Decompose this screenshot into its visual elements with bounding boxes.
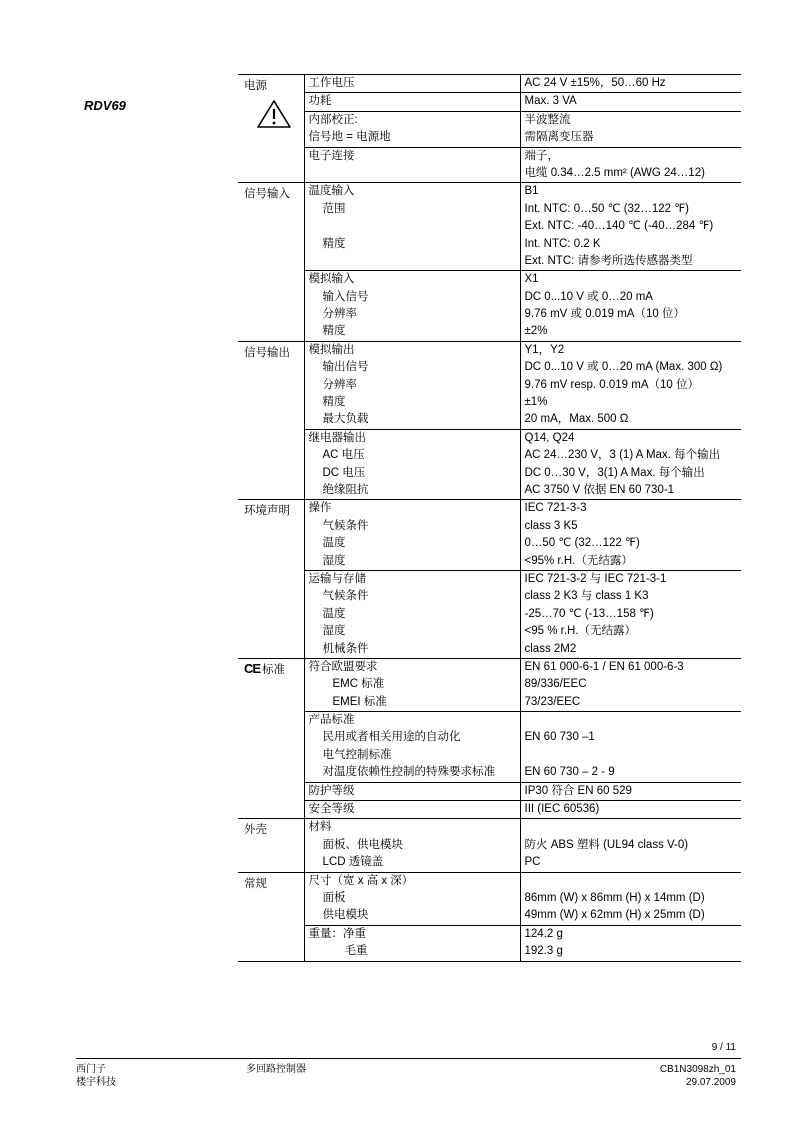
spec-row (238, 111, 741, 147)
spec-value: 86mm (W) x 86mm (H) x 14mm (D) (524, 891, 705, 904)
spec-label: 信号地 = 电源地 (308, 131, 391, 144)
spec-label-cell (304, 872, 520, 925)
spec-value-cell (520, 500, 741, 571)
section-category (238, 819, 304, 872)
spec-section (238, 75, 741, 183)
spec-label: 输入信号 (322, 290, 369, 303)
spec-label: 输出信号 (322, 361, 369, 374)
spec-value: PC (524, 856, 541, 869)
section-category (238, 183, 304, 342)
spec-row (238, 872, 741, 925)
spec-value: Ext. NTC: -40…140 ℃ (-40…284 ℉) (524, 220, 714, 233)
footer-date: 29.07.2009 (685, 1077, 736, 1088)
spec-table (238, 74, 741, 962)
spec-label: 安全等级 (308, 803, 355, 816)
ce-mark-icon: CE (244, 661, 261, 677)
spec-value-cell (520, 183, 741, 271)
spec-value: 9.76 mV 或 0.019 mA（10 位） (524, 308, 685, 321)
spec-label-cell (304, 75, 520, 93)
category-label: 电源 (244, 80, 267, 92)
spec-row (238, 925, 741, 961)
spec-row (238, 341, 741, 429)
spec-value (521, 819, 742, 836)
footer-divider (76, 1058, 741, 1059)
spec-value: ±2% (524, 325, 548, 338)
document-title: RDV69 (84, 98, 126, 113)
spec-label-cell (304, 801, 520, 819)
spec-value: Y1，Y2 (524, 343, 565, 356)
spec-row (238, 500, 741, 571)
category-label: 环境声明 (244, 505, 290, 518)
spec-label: 范围 (322, 202, 346, 215)
page-number: 9 / 11 (711, 1042, 736, 1053)
spec-label (305, 253, 520, 270)
spec-value-cell (520, 925, 741, 961)
spec-row (238, 712, 741, 783)
spec-value-cell (520, 429, 741, 500)
spec-value-cell (520, 782, 741, 800)
spec-label-cell (304, 147, 520, 183)
spec-label: 符合欧盟要求 (308, 660, 378, 673)
spec-row (238, 658, 741, 711)
spec-value: 73/23/EEC (524, 695, 581, 708)
spec-value: 20 mA，Max. 500 Ω (524, 413, 629, 426)
spec-label: LCD 透镜盖 (322, 856, 384, 869)
spec-label: 电子连接 (308, 149, 355, 162)
spec-label: 继电器输出 (308, 431, 366, 444)
spec-row (238, 429, 741, 500)
spec-value: 89/336/EEC (524, 678, 587, 691)
spec-value: B1 (524, 185, 539, 198)
spec-value-cell (520, 111, 741, 147)
spec-label: 温度 (322, 607, 346, 620)
spec-value: 半波整流 (524, 113, 571, 126)
spec-value-cell (520, 819, 741, 872)
spec-label: 精度 (322, 325, 346, 338)
spec-label-cell (304, 500, 520, 571)
spec-label-cell (304, 925, 520, 961)
spec-label-cell (304, 658, 520, 711)
spec-label-cell (304, 429, 520, 500)
spec-value: 49mm (W) x 62mm (H) x 25mm (D) (524, 909, 705, 922)
spec-value (521, 747, 742, 764)
spec-label: EMC 标准 (332, 678, 385, 691)
spec-section (238, 500, 741, 659)
footer-doc-id: CB1N3098zh_01 (659, 1064, 736, 1075)
spec-section (238, 658, 741, 819)
spec-row (238, 147, 741, 183)
spec-section (238, 819, 741, 872)
spec-value: 124.2 g (524, 927, 563, 940)
footer-product: 多回路控制器 (246, 1064, 306, 1075)
warning-triangle-icon (256, 99, 292, 129)
spec-row (238, 801, 741, 819)
spec-label: 气候条件 (322, 519, 369, 532)
spec-label: EMEI 标准 (332, 695, 387, 708)
spec-value: 9.76 mV resp. 0.019 mA（10 位） (524, 378, 699, 391)
spec-value: AC 24…230 V，3 (1) A Max. 每个输出 (524, 449, 721, 462)
spec-value: ±1% (524, 396, 548, 409)
spec-label: DC 电压 (322, 466, 366, 479)
spec-value: AC 24 V ±15%，50…60 Hz (524, 77, 666, 89)
spec-label: 材料 (308, 821, 332, 834)
spec-label-cell (304, 782, 520, 800)
spec-value: EN 60 730 – 2 - 9 (524, 766, 615, 779)
spec-value: 需隔离变压器 (524, 131, 594, 144)
spec-value: <95% r.H.（无结露） (524, 554, 633, 567)
spec-value: DC 0...10 V 或 0…20 mA (524, 290, 653, 303)
spec-value-cell (520, 271, 741, 342)
spec-label: 绝缘阻抗 (322, 483, 369, 496)
spec-value: III (IEC 60536) (524, 803, 600, 816)
spec-value: Q14, Q24 (524, 431, 575, 444)
spec-label: 重量：净重 (308, 927, 366, 940)
spec-row (238, 819, 741, 872)
spec-value: 0…50 ℃ (32…122 ℉) (524, 537, 640, 550)
spec-value (521, 873, 742, 890)
spec-value: EN 61 000-6-1 / EN 61 000-6-3 (524, 660, 684, 673)
spec-value: <95 % r.H.（无结露） (524, 625, 637, 638)
spec-section (238, 872, 741, 961)
spec-label: 温度输入 (308, 185, 355, 198)
section-category (238, 75, 304, 183)
spec-label: 精度 (322, 396, 346, 409)
spec-value-cell (520, 147, 741, 183)
spec-label-cell (304, 341, 520, 429)
spec-label: 温度 (322, 537, 346, 550)
spec-label-cell (304, 271, 520, 342)
category-label: 信号输入 (244, 188, 290, 201)
spec-value-cell (520, 712, 741, 783)
spec-value: -25…70 ℃ (-13…158 ℉) (524, 607, 654, 620)
spec-value: 电缆 0.34…2.5 mm² (AWG 24…12) (524, 166, 705, 179)
spec-row (238, 93, 741, 111)
footer-company-division: 楼宇科技 (76, 1077, 116, 1088)
spec-value: class 3 K5 (524, 519, 578, 532)
spec-label: 最大负载 (322, 413, 369, 426)
spec-value: 端子， (524, 149, 559, 162)
spec-label-cell (304, 570, 520, 658)
spec-value: AC 3750 V 依据 EN 60 730-1 (524, 483, 675, 496)
spec-value-cell (520, 658, 741, 711)
footer-doc-info (600, 1063, 736, 1089)
spec-label: 工作电压 (308, 77, 355, 89)
spec-value-cell (520, 75, 741, 93)
spec-value: DC 0...10 V 或 0…20 mA (Max. 300 Ω) (524, 361, 723, 374)
spec-value-cell (520, 570, 741, 658)
spec-label: 湿度 (322, 625, 346, 638)
section-category (238, 500, 304, 659)
spec-value: X1 (524, 273, 539, 286)
spec-value: IP30 符合 EN 60 529 (524, 784, 632, 797)
section-category (238, 658, 304, 819)
spec-label: 机械条件 (322, 642, 369, 655)
category-label: 外壳 (244, 824, 267, 837)
spec-label: 尺寸（宽 x 高 x 深） (308, 874, 414, 887)
section-category (238, 341, 304, 500)
spec-label: 面板 (322, 891, 346, 904)
spec-label: 模拟输出 (308, 343, 355, 356)
category-label: 信号输出 (244, 346, 290, 359)
spec-row (238, 75, 741, 93)
spec-value-cell (520, 93, 741, 111)
spec-label-cell (304, 819, 520, 872)
spec-label: 内部校正: (308, 113, 358, 126)
section-category (238, 872, 304, 961)
spec-value: 防火 ABS 塑料 (UL94 class V-0) (524, 838, 689, 851)
spec-label: 气候条件 (322, 590, 369, 603)
spec-label: 湿度 (322, 554, 346, 567)
spec-value: IEC 721-3-3 (524, 502, 587, 515)
spec-label: 运输与存储 (308, 572, 366, 585)
spec-label: 对温度依赖性控制的特殊要求标准 (322, 766, 495, 779)
spec-label: 面板、供电模块 (322, 838, 403, 851)
spec-value: Max. 3 VA (524, 95, 577, 108)
ce-category-wrap (244, 661, 304, 677)
spec-value: class 2 K3 与 class 1 K3 (524, 590, 649, 603)
spec-row (238, 570, 741, 658)
spec-label: 防护等级 (308, 784, 355, 797)
spec-label-cell (304, 712, 520, 783)
spec-label: 分辨率 (322, 308, 357, 321)
category-label: 常规 (244, 877, 267, 890)
spec-label: 操作 (308, 502, 332, 515)
spec-row (238, 183, 741, 271)
spec-label: 民用或者相关用途的自动化 (322, 731, 461, 744)
spec-value: EN 60 730 –1 (524, 731, 595, 744)
spec-label: AC 电压 (322, 449, 365, 462)
spec-label: 分辨率 (322, 378, 357, 391)
spec-section (238, 183, 741, 342)
spec-value: DC 0…30 V，3(1) A Max. 每个输出 (524, 466, 705, 479)
spec-label-cell (304, 111, 520, 147)
spec-label: 模拟输入 (308, 273, 355, 286)
spec-label-cell (304, 93, 520, 111)
spec-value: Int. NTC: 0…50 ℃ (32…122 ℉) (524, 202, 689, 215)
footer-company-name: 西门子 (76, 1064, 106, 1075)
category-label: 标准 (262, 663, 286, 676)
spec-value: IEC 721-3-2 与 IEC 721-3-1 (524, 572, 667, 585)
spec-value: class 2M2 (524, 642, 577, 655)
spec-value-cell (520, 872, 741, 925)
spec-value: Ext. NTC: 请参考所选传感器类型 (524, 254, 693, 267)
spec-value: Int. NTC: 0.2 K (524, 237, 601, 250)
spec-value-cell (520, 341, 741, 429)
spec-value (521, 712, 742, 729)
spec-row (238, 782, 741, 800)
spec-label (305, 218, 520, 235)
spec-row (238, 271, 741, 342)
footer-company (76, 1063, 116, 1089)
spec-label: 供电模块 (322, 909, 369, 922)
spec-value: 192.3 g (524, 945, 563, 958)
spec-label: 精度 (322, 237, 346, 250)
spec-label: 毛重 (344, 945, 368, 958)
spec-label: 产品标准 (308, 714, 355, 727)
spec-label: 功耗 (308, 95, 332, 108)
spec-label-cell (304, 183, 520, 271)
spec-section (238, 341, 741, 500)
spec-label: 电气控制标准 (322, 748, 392, 761)
spec-value-cell (520, 801, 741, 819)
